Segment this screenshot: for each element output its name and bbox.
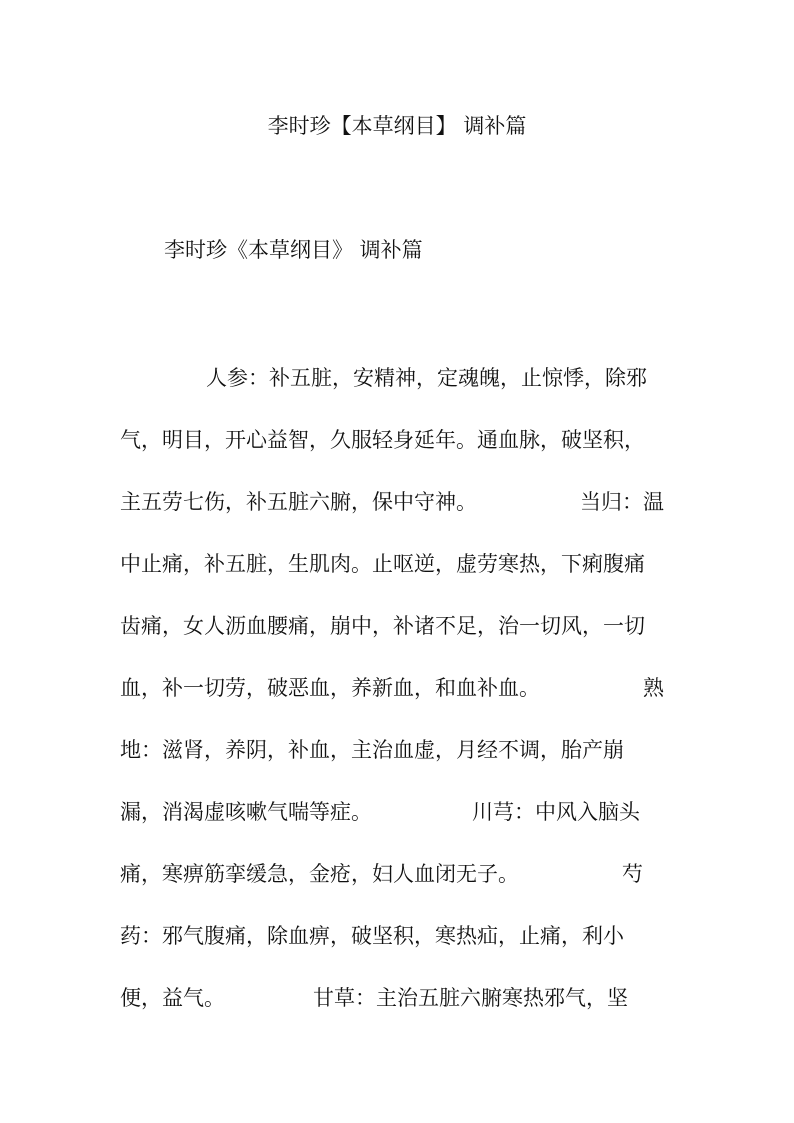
text-line-1: 人参：补五脏，安精神，定魂魄，止惊悸，除邪 — [206, 366, 647, 390]
text-line-7: 地：滋肾，养阴，补血，主治血虚，月经不调，胎产崩 — [120, 738, 624, 762]
text-line-2: 气，明目，开心益智，久服轻身延年。通血脉，破坚积， — [120, 428, 645, 452]
text-line-11: 便，益气。 — [120, 986, 225, 1010]
text-line-11b: 甘草：主治五脏六腑寒热邪气，坚 — [313, 986, 628, 1010]
text-line-3: 主五劳七伤，补五脏六腑，保中守神。 — [120, 490, 477, 514]
text-line-6b: 熟 — [643, 676, 664, 700]
text-line-6: 血，补一切劳，破恶血，养新血，和血补血。 — [120, 676, 540, 700]
text-line-10: 药：邪气腹痛，除血痹，破坚积，寒热疝，止痛，利小 — [120, 924, 624, 948]
text-line-5: 齿痛，女人沥血腰痛，崩中，补诸不足，治一切风，一切 — [120, 614, 645, 638]
text-line-8b: 川芎：中风入脑头 — [472, 800, 640, 824]
text-line-9b: 芍 — [622, 862, 643, 886]
text-line-4: 中止痛，补五脏，生肌肉。止呕逆，虚劳寒热，下痢腹痛 — [120, 552, 645, 576]
text-line-9: 痛，寒痹筋挛缓急，金疮，妇人血闭无子。 — [120, 862, 519, 886]
document-subtitle: 李时珍《本草纲目》 调补篇 — [164, 238, 423, 262]
text-line-3b: 当归：温 — [580, 490, 664, 514]
text-line-8: 漏，消渴虚咳嗽气喘等症。 — [120, 800, 372, 824]
document-title: 李时珍【本草纲目】 调补篇 — [267, 114, 527, 138]
